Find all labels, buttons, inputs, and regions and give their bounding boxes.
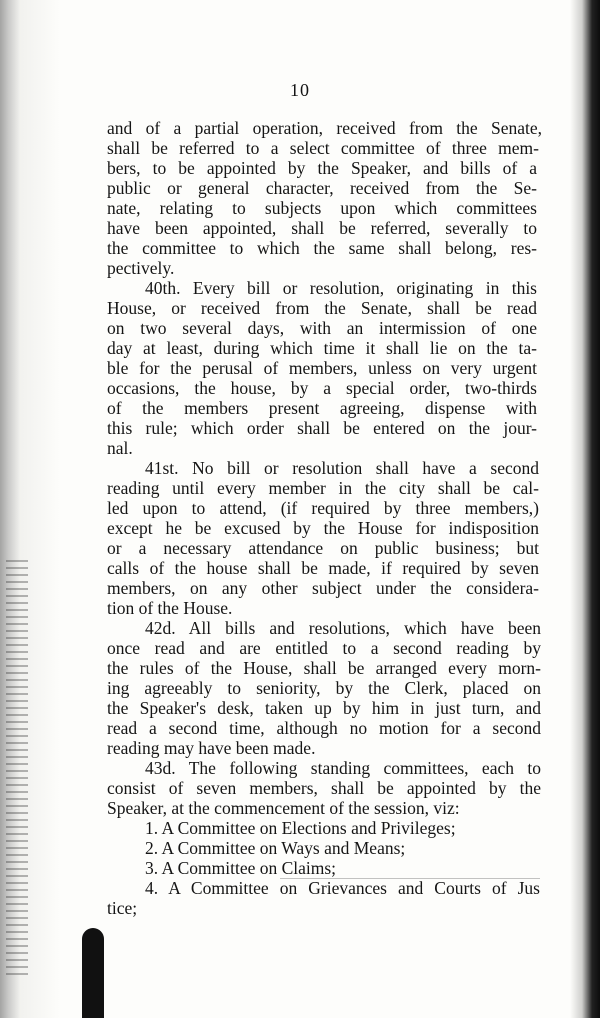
text-line: public or general character, received from the Se- xyxy=(107,178,537,198)
committee-list-item: 3. A Committee on Claims; xyxy=(145,858,337,878)
text-line: this rule; which order shall be entered on the jour- xyxy=(107,418,537,438)
text-line: led upon to attend, (if required by three members,) xyxy=(107,498,539,518)
text-line: ing agreeably to seniority, by the Clerk, placed on xyxy=(107,678,541,698)
text-line: Speaker, at the commencement of the session, viz: xyxy=(107,798,460,818)
text-line: consist of seven members, shall be appointed by the xyxy=(107,778,541,798)
binding-marks xyxy=(6,560,28,980)
text-line: or a necessary attendance on public business; but xyxy=(107,538,539,558)
committee-list-item: 2. A Committee on Ways and Means; xyxy=(145,838,406,858)
text-line: calls of the house shall be made, if required by seven xyxy=(107,558,539,578)
text-line: nal. xyxy=(107,438,133,458)
text-line: occasions, the house, by a special order, two-thirds xyxy=(107,378,537,398)
text-line: reading until every member in the city shall be cal- xyxy=(107,478,539,498)
text-line: pectively. xyxy=(107,258,175,278)
text-line: nate, relating to subjects upon which committees xyxy=(107,198,537,218)
text-line: the Speaker's desk, taken up by him in just turn, and xyxy=(107,698,541,718)
text-line: ble for the perusal of members, unless on very urgent xyxy=(107,358,537,378)
committee-list-item: 1. A Committee on Elections and Privileges; xyxy=(145,818,456,838)
text-line: on two several days, with an intermission of one xyxy=(107,318,537,338)
text-line: and of a partial operation, received from the Senate, xyxy=(107,118,542,138)
text-line: once read and are entitled to a second reading by xyxy=(107,638,541,658)
paragraph-start-40th: 40th. Every bill or resolution, originating in this xyxy=(145,278,537,298)
committee-list-item: 4. A Committee on Grievances and Courts of Jus xyxy=(145,878,540,898)
text-line: tion of the House. xyxy=(107,598,233,618)
text-line: have been appointed, shall be referred, severally to xyxy=(107,218,537,238)
text-line: members, on any other subject under the considera- xyxy=(107,578,539,598)
text-line: read a second time, although no motion for a second xyxy=(107,718,541,738)
paragraph-start-43d: 43d. The following standing committees, each to xyxy=(145,758,541,778)
text-line: reading may have been made. xyxy=(107,738,316,758)
text-line: tice; xyxy=(107,898,138,918)
page-number: 10 xyxy=(290,80,310,100)
text-line: the rules of the House, shall be arranged every morn- xyxy=(107,658,541,678)
text-line: the committee to which the same shall belong, res- xyxy=(107,238,537,258)
ink-blot xyxy=(82,928,104,1018)
text-line: bers, to be appointed by the Speaker, and bills of a xyxy=(107,158,537,178)
text-line: shall be referred to a select committee of three mem- xyxy=(107,138,539,158)
paragraph-start-41st: 41st. No bill or resolution shall have a second xyxy=(145,458,539,478)
text-line: except he be excused by the House for indisposition xyxy=(107,518,539,538)
text-line: of the members present agreeing, dispense with xyxy=(107,398,537,418)
paragraph-start-42d: 42d. All bills and resolutions, which have been xyxy=(145,618,541,638)
page-right-edge xyxy=(570,0,600,1018)
text-line: day at least, during which time it shall lie on the ta- xyxy=(107,338,537,358)
text-line: House, or received from the Senate, shall be read xyxy=(107,298,537,318)
